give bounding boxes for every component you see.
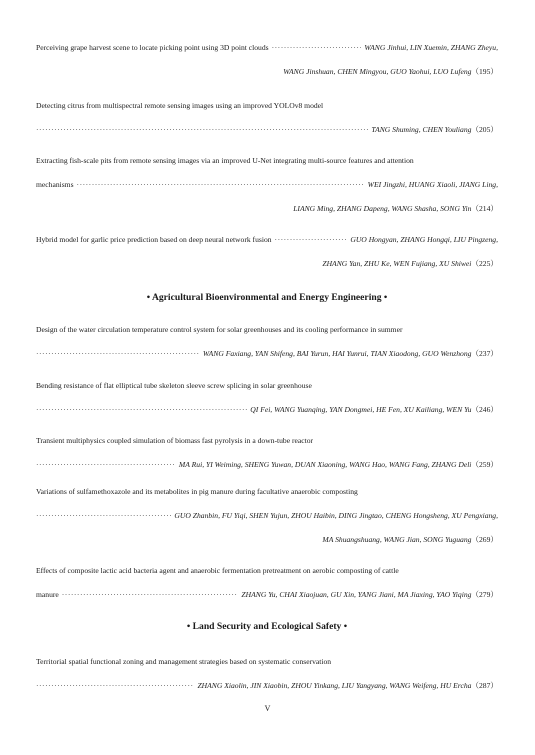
toc-line [36, 180, 498, 190]
toc-entry[interactable] [36, 381, 498, 415]
entry-title: Design of the water circulation temperature control system for solar greenhouses and its cooling performance in summer [36, 325, 403, 334]
toc-entry[interactable] [36, 101, 498, 135]
page-number: （195） [471, 67, 498, 76]
entry-authors: WANG Faxiang, YAN Shifeng, BAI Yurun, HAI Yunrui, TIAN Xiaodong, GUO Wenzhong [202, 349, 472, 358]
dot-leader [36, 511, 171, 521]
entry-authors: WEI Jingzhi, HUANG Xiaoli, JIANG Ling, [367, 180, 498, 189]
toc-line [36, 681, 498, 691]
page-number: （287） [471, 681, 498, 690]
toc-line [36, 590, 498, 600]
entry-title: Variations of sulfamethoxazole and its metabolites in pig manure during facultative anaerobic composting [36, 487, 358, 496]
dot-leader [272, 43, 362, 53]
page-number: （279） [471, 590, 498, 599]
entry-authors: WANG Jinhui, LIN Xuemin, ZHANG Zheyu, [364, 43, 498, 52]
entry-title: Perceiving grape harvest scene to locate picking point using 3D point clouds [36, 43, 269, 52]
page-number: （246） [471, 405, 498, 414]
dot-leader [36, 681, 194, 691]
toc-entry[interactable] [36, 235, 498, 269]
toc-line [36, 235, 498, 245]
entry-authors: GUO Hongyan, ZHANG Hongqi, LIU Pingzeng, [350, 235, 498, 244]
dot-leader [36, 460, 176, 470]
page-number: （259） [471, 460, 498, 469]
toc-line [36, 405, 498, 415]
section-heading: • Land Security and Ecological Safety • [186, 621, 348, 632]
page-number: （214） [471, 204, 498, 213]
dot-leader [36, 405, 247, 415]
entry-title: Hybrid model for garlic price prediction based on deep neural network fusion [36, 235, 272, 244]
entry-authors: ZHANG Yu, CHAI Xiaojuan, GU Xin, YANG Jiani, MA Jiaxing, YAO Yiqing [241, 590, 472, 599]
dot-leader [62, 590, 239, 600]
toc-entry[interactable] [36, 325, 498, 359]
toc-entry[interactable] [36, 566, 498, 600]
entry-title: Transient multiphysics coupled simulation of biomass fast pyrolysis in a down-tube reactor [36, 436, 314, 445]
toc-entry[interactable] [36, 487, 498, 545]
entry-title: Territorial spatial functional zoning and management strategies based on systematic conservation [36, 657, 332, 666]
toc-line [36, 43, 498, 53]
toc-line [36, 204, 498, 214]
toc-line [36, 67, 498, 77]
page-folio: V [264, 704, 271, 713]
toc-line [36, 125, 498, 135]
entry-authors: GUO Zhanbin, FU Yiqi, SHEN Yujun, ZHOU Haibin, DING Jingtao, CHENG Hongsheng, XU Pengxiang, [174, 511, 498, 520]
entry-title-cont: manure [36, 590, 59, 599]
toc-line [36, 460, 498, 470]
page-number: （225） [471, 259, 498, 268]
entry-authors: MA Rui, YI Weiming, SHENG Yuwan, DUAN Xiaoning, WANG Hao, WANG Fang, ZHANG Deli [178, 460, 472, 469]
entry-authors: TANG Shuming, CHEN Youliang [371, 125, 472, 134]
entry-title: Effects of composite lactic acid bacteria agent and anaerobic fermentation pretreatment on aerobic composting of cattle [36, 566, 399, 575]
section-heading: • Agricultural Bioenvironmental and Energy Engineering • [146, 292, 388, 303]
entry-title-cont: mechanisms [36, 180, 74, 189]
toc-entry[interactable] [36, 43, 498, 77]
toc-line [36, 511, 498, 521]
toc-line [36, 535, 498, 545]
entry-authors: QI Fei, WANG Yuanqing, YAN Dongmei, HE Fen, XU Kailiang, WEN Yu [250, 405, 472, 414]
toc-entry[interactable] [36, 657, 498, 691]
entry-authors: ZHANG Yan, ZHU Ke, WEN Fujiang, XU Shiwei [322, 259, 472, 268]
dot-leader [36, 125, 368, 135]
toc-line [36, 349, 498, 359]
page-number: （205） [471, 125, 498, 134]
entry-authors: MA Shuangshuang, WANG Jian, SONG Yuguang [322, 535, 472, 544]
entry-title: Extracting fish-scale pits from remote sensing images via an improved U-Net integrating multi-source features and attention [36, 156, 414, 165]
entry-title: Detecting citrus from multispectral remote sensing images using an improved YOLOv8 model [36, 101, 324, 110]
dot-leader [77, 180, 365, 190]
toc-line [36, 259, 498, 269]
entry-authors: WANG Jinshuan, CHEN Mingyou, GUO Yaohui, LUO Lufeng [283, 67, 472, 76]
toc-entry[interactable] [36, 156, 498, 214]
dot-leader [36, 349, 200, 359]
page-number: （237） [471, 349, 498, 358]
entry-authors: LIANG Ming, ZHANG Dapeng, WANG Shasha, SONG Yin [293, 204, 472, 213]
dot-leader [275, 235, 348, 245]
page-number: （269） [471, 535, 498, 544]
entry-title: Bending resistance of flat elliptical tube skeleton sleeve screw splicing in solar greenhouse [36, 381, 312, 390]
toc-entry[interactable] [36, 436, 498, 470]
entry-authors: ZHANG Xiaolin, JIN Xiaobin, ZHOU Yinkang, LIU Yangyang, WANG Weifeng, HU Ercha [197, 681, 472, 690]
